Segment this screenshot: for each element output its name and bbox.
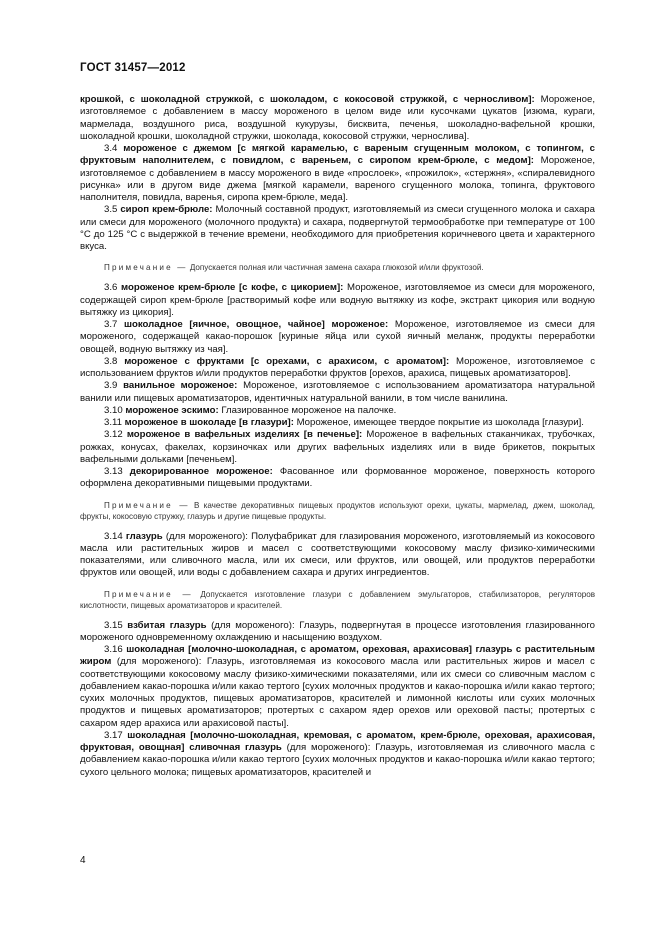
standard-code-header: ГОСТ 31457—2012: [80, 62, 186, 74]
clause-number: 3.7: [104, 319, 125, 330]
paragraph-3-11: [80, 417, 595, 429]
paragraph-3-17: [80, 730, 595, 779]
definition: Мороженое, изготовляемое с использованием фруктов и/или продуктов переработки фруктов [орехов, арахиса, пищевых ароматизаторов].: [80, 355, 595, 379]
clause-number: 3.11: [104, 417, 125, 428]
term: мороженое эскимо:: [125, 404, 219, 416]
clause-number: 3.9: [104, 380, 124, 392]
clause-number: 3.5: [104, 204, 121, 216]
clause-number: 3.15: [104, 619, 128, 631]
note-1: [80, 262, 595, 273]
qualifier: (для мороженого):: [281, 742, 371, 753]
page-number: 4: [80, 855, 86, 866]
note-text: В качестве декоративных пищевых продуктов используют орехи, цукаты, мармелад, джем, шоколад, фрукты, кокосовую стружку, глазурь и другие пищевые продукты.: [80, 500, 595, 521]
paragraph-3-8: [80, 356, 595, 381]
paragraph-3-15: [80, 620, 595, 645]
note-label: Примечание —: [104, 263, 188, 273]
definition: Мороженое, изготовляемое из смеси для мороженого, содержащей сироп крем-брюле [растворимый кофе или водную вытяжку из кофе, экстракт цикория или водную вытяжку из цикория].: [80, 282, 595, 318]
definition: Молочный составной продукт, изготовляемый из смеси сгущенного молока и сахара или смеси для мороженого (молочного продукта) и сахара, подвергнутой термообработке при температуре от 100 °С до 125 °С с выдержкой в течение времени, необходимого для приобретения коричневого цвета и характерного вкуса.: [80, 204, 595, 252]
term: глазурь: [125, 530, 163, 542]
definition: Мороженое, изготовляемое с добавлением в массу мороженого в целом виде или кусочками цукатов [изюма, кураги, мармелада, воздушного риса, воздушной кукурузы, бисквита, печенья, шоколадно-вафельной крошки, шоколадной крошки, шоколадной стружки, шоколада, кокосовой стружки, чернослива].: [80, 94, 595, 142]
paragraph-3-7: [80, 319, 595, 356]
note-text: Допускается изготовление глазури с добавлением эмульгаторов, стабилизаторов, регуляторов кислотности, пищевых ароматизаторов и красителей.: [80, 589, 596, 610]
clause-number: 3.17: [104, 729, 128, 741]
page-content: [80, 94, 595, 779]
term: мороженое с фруктами [с орехами, с арахисом, с ароматом]:: [124, 355, 450, 367]
definition: Глазированное мороженое на палочке.: [218, 404, 397, 416]
note-text: Допускается полная или частичная замена сахара глюкозой и/или фруктозой.: [189, 263, 484, 273]
definition: Фасованное или формованное мороженое, поверхность которого оформлена декоративными пищевыми продуктами.: [80, 466, 595, 490]
qualifier: (для мороженого):: [206, 619, 295, 631]
qualifier: (для мороженого):: [162, 530, 248, 542]
term: крошкой, с шоколадной стружкой, с шоколадом, с кокосовой стружкой, с черносливом]:: [80, 94, 535, 105]
note-label: Примечание —: [104, 500, 190, 510]
paragraph-3-12: [80, 429, 595, 466]
qualifier: (для мороженого):: [111, 656, 202, 668]
paragraph-3-10: [80, 405, 595, 417]
clause-number: 3.12: [104, 429, 127, 441]
paragraph-3-14: [80, 531, 595, 580]
paragraph-3-9: [80, 380, 595, 405]
paragraph-3-4: [80, 143, 595, 204]
term: мороженое с джемом [с мягкой карамелью, с вареным сгущенным молоком, с топингом, с фруктовым наполнителем, с повидлом, с вареньем, с сиропом крем-брюле, с медом]:: [80, 143, 595, 167]
paragraph-3-6: [80, 282, 595, 319]
clause-number: 3.8: [104, 355, 125, 367]
paragraph-3-13: [80, 466, 595, 491]
definition: Мороженое, изготовляемое из смеси для мороженого, содержащей какао-порошок [куриные яйца или сухой яичный меланж, продукты переработки овощей, водную вытяжку из чая].: [80, 319, 595, 355]
term: мороженое крем-брюле [с кофе, с цикорием]:: [121, 282, 344, 294]
term: взбитая глазурь: [127, 619, 207, 631]
clause-number: 3.13: [104, 466, 130, 477]
definition: Глазурь, подвергнутая в процессе изготовления глазированного мороженого одновременному охлаждению и насыщению воздухом.: [80, 619, 595, 643]
clause-number: 3.16: [104, 644, 127, 655]
clause-number: 3.6: [104, 282, 121, 294]
definition: Мороженое, изготовляемое с использованием ароматизатора натуральной ванили или пищевых ароматизаторов, идентичных натуральной ванили, в том числе ванилина.: [80, 380, 595, 404]
clause-number: 3.14: [104, 530, 126, 542]
term: мороженое в шоколаде [в глазури]:: [124, 417, 294, 428]
clause-number: 3.10: [104, 404, 126, 416]
definition: Глазурь, изготовляемая из сливочного масла с добавлением какао-порошка и/или какао тертого [сухих молочных продуктов и какао-порошка и/или какао тертого; сухого цельного молока; пищевых ароматизаторов, красителей и: [80, 742, 595, 778]
definition: Глазурь, изготовляемая из кокосового масла или растительных жиров и масел с соответствующими кокосовому маслу физико-химическими показателями, или их смеси со сливочным маслом с добавлением какао-порошка и/или какао тертого [сухих молочных продуктов и какао-порошка и/или какао тертого; сухих молочных продуктов, пищевых ароматизаторов, красителей и лимонной кислоты или сухих молочных продуктов и пищевых ароматизаторов; протертых с сахаром ядер орехов или ореховой пасты; протертых с сахаром ядер арахиса или арахисовой пасты].: [80, 656, 595, 729]
note-2: [80, 500, 595, 522]
paragraph-3-16: [80, 644, 595, 730]
definition: Мороженое, изготовляемое с добавлением в массу мороженого в виде «прослоек», «прожилок», «стержня», «спиралевидного рисунка» или в другом виде джема [мягкой карамели, вареного сгущенного молока, топинга, фруктового наполнителя, повидла, варенья, сиропа крем-брюле, меда].: [80, 155, 595, 203]
term: мороженое в вафельных изделиях [в печенье]:: [126, 429, 363, 441]
term: шоколадная [молочно-шоколадная, с ароматом, ореховая, арахисовая] глазурь с растительным жиром: [80, 644, 596, 668]
paragraph-continued: [80, 94, 595, 143]
term: декорированное мороженое:: [129, 466, 273, 477]
clause-number: 3.4: [104, 143, 124, 154]
term: сироп крем-брюле:: [120, 204, 213, 216]
term: шоколадное [яичное, овощное, чайное] мороженое:: [124, 319, 389, 330]
term: ванильное мороженое:: [123, 380, 238, 392]
definition: Полуфабрикат для глазирования мороженого, изготовляемый из кокосового масла или растительных жиров и масел с соответствующими кокосовому маслу физико-химическими показателями, или сливочного масла, или их смеси, или фруктов, или овощей, или продуктов переработки фруктов или овощей, или воды с добавлением сахара и других ингредиентов.: [80, 530, 596, 579]
definition: Мороженое в вафельных стаканчиках, трубочках, рожках, конусах, факелах, корзиночках или других вафельных изделиях или в виде брикетов, покрытых вафельными дольками [печеньем].: [80, 429, 595, 465]
definition: Мороженое, имеющее твердое покрытие из шоколада [глазури].: [293, 417, 584, 428]
note-label: Примечание —: [104, 589, 193, 599]
term: шоколадная [молочно-шоколадная, кремовая, с ароматом, крем-брюле, ореховая, арахисовая, фруктовая, овощная] сливочная глазурь: [80, 729, 596, 753]
paragraph-3-5: [80, 204, 595, 253]
note-3: [80, 589, 595, 611]
